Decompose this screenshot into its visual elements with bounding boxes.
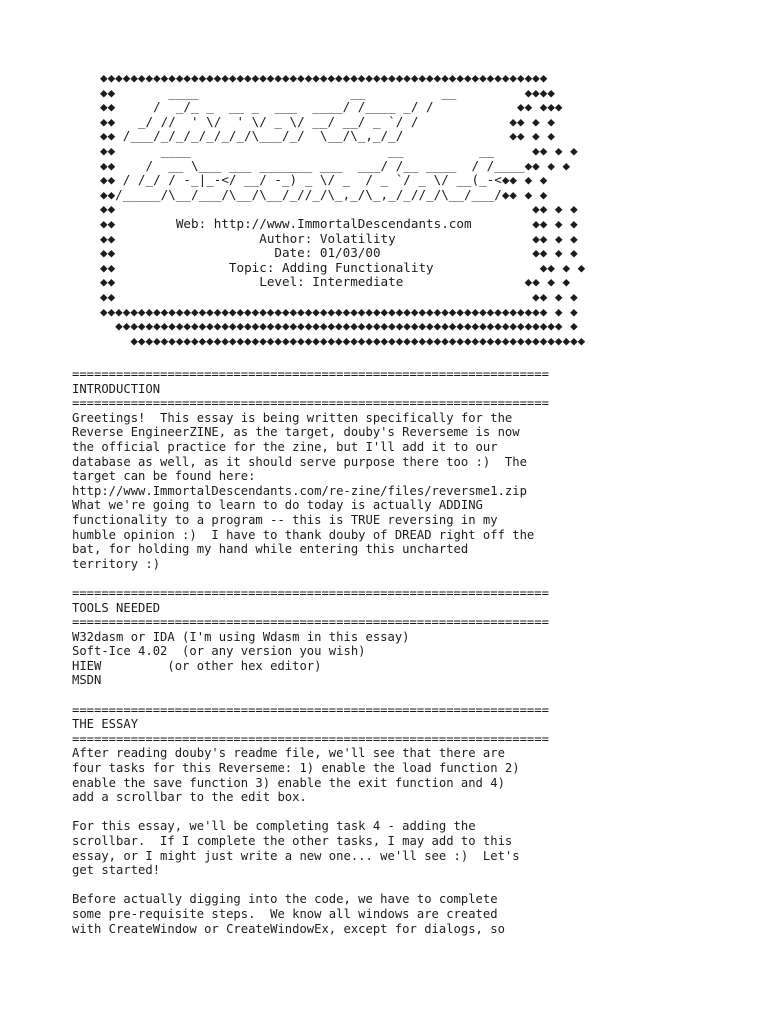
essay-line: Before actually digging into the code, we have to complete [72,892,498,907]
intro-line: functionality to a program -- this is TRUE reversing in my [72,512,498,527]
banner-art-line: ◆◆ ____ __ __ ◆◆◆◆ [100,84,555,100]
banner-footer-line: ◆◆ ◆◆ ◆ ◆ [100,288,578,304]
tools-line: HIEW (or other hex editor) [72,658,322,673]
intro-line: database as well, as it should serve purpose there too :) The [72,454,527,469]
banner-art-line: ◆◆ / __ \___ ___ _______ ___ ___/ /__ ____ / /____◆◆ ◆ ◆ [100,157,571,173]
banner-level: Level: Intermediate [259,274,404,290]
banner-art-line: ◆◆ /___/_/_/_/_/_/_/\___/_/ \__/\_,_/_/ ◆◆ ◆ ◆ [100,128,555,144]
intro-line: the official practice for the zine, but I'll add it to our [72,439,498,454]
banner-art-line: ◆◆ _/ // ' \/ ' \/ _ \/ __/ __/ _ `/ / ◆◆ ◆ ◆ [100,113,555,129]
section-separator: ================================================================= [72,585,549,600]
essay-line: scrollbar. If I complete the other tasks, I may add to this [72,834,513,848]
essay-line: For this essay, we'll be completing task 4 - adding the [72,819,476,834]
banner-art-line: ◆◆◆◆◆◆◆◆◆◆◆◆◆◆◆◆◆◆◆◆◆◆◆◆◆◆◆◆◆◆◆◆◆◆◆◆◆◆◆◆◆◆◆◆◆◆◆◆◆◆◆◆◆◆◆◆◆◆◆ [100,70,548,85]
document-body [72,367,549,936]
heading-tools-needed: TOOLS NEEDED [72,600,161,615]
banner-footer-line: ◆◆◆◆◆◆◆◆◆◆◆◆◆◆◆◆◆◆◆◆◆◆◆◆◆◆◆◆◆◆◆◆◆◆◆◆◆◆◆◆◆◆◆◆◆◆◆◆◆◆◆◆◆◆◆◆◆◆◆◆ [100,332,586,348]
intro-link-text: http://www.ImmortalDescendants.com/re-zine/files/reversme1.zip [72,483,527,498]
essay-line: four tasks for this Reverseme: 1) enable the load function 2) [72,761,520,776]
banner-art-line: ◆◆ / /_/ / -_|_-</ __/ -_) _ \/ _ / _ `/ _ \/ __(_-<◆◆ ◆ ◆ [100,172,548,188]
section-separator: ================================================================= [72,396,549,411]
essay-line: essay, or I might just write a new one... we'll see :) Let's [72,848,520,863]
intro-line: bat, for holding my hand while entering this uncharted [72,542,469,557]
tools-line: MSDN [72,673,102,688]
section-separator: ================================================================= [72,731,549,746]
banner-footer-line: ◆◆◆◆◆◆◆◆◆◆◆◆◆◆◆◆◆◆◆◆◆◆◆◆◆◆◆◆◆◆◆◆◆◆◆◆◆◆◆◆◆◆◆◆◆◆◆◆◆◆◆◆◆◆◆◆◆◆◆ ◆ [100,318,578,334]
banner-art-line: ◆◆/_____/\__/___/\__/\__/_//_/\_,_/\_,_/_//_/\__/___/◆◆ ◆ ◆ [100,186,548,202]
essay-line: with CreateWindow or CreateWindowEx, except for dialogs, so [72,921,505,936]
section-separator: ================================================================= [72,367,549,381]
heading-the-essay: THE ESSAY [72,717,139,732]
ascii-banner: ◆◆◆◆◆◆◆◆◆◆◆◆◆◆◆◆◆◆◆◆◆◆◆◆◆◆◆◆◆◆◆◆◆◆◆◆◆◆◆◆◆◆◆◆◆◆◆◆◆◆◆◆◆◆◆◆◆◆◆ ◆◆ ____ __ __ ◆◆◆◆ ◆◆ / _/_ _ __ _ ___ ____/ /____ _/ / ◆◆ ◆◆◆ ◆◆ _/ // ' \/ ' \/ _ \/ __/ __/ _ `/ / ◆◆ ◆ ◆ ◆◆ /___/_/_/_/_/_/_/\___/_/ \__/\_,_/_/ ◆◆ ◆ ◆ ◆◆ ____ __ __ ◆◆ ◆ ◆ ◆◆ / __ \___ ___ _______ ___ ___/ /__ ____ / /____◆◆ ◆ ◆ ◆◆ / /_/ / -_|_-</ __/ -_) _ \/ _ / _ `/ _ \/ __(_-<◆◆ ◆ ◆ ◆◆/_____/\__/___/\__/\__/_//_/\_,_/\_,_/_//_/\__/___/◆◆ ◆ ◆ ◆◆ ◆◆ ◆ ◆ ◆◆ Web: http://www.ImmortalDescendants.com ◆◆ ◆ ◆ ◆◆ Author: Volatility ◆◆ ◆ ◆ ◆◆ Date: 01/03/00 ◆◆ ◆ ◆ ◆◆ Topic: Adding Functionality ◆◆ ◆ ◆ ◆◆ Level: Intermediate ◆◆ ◆ ◆ ◆◆ ◆◆ ◆ ◆ ◆◆◆◆◆◆◆◆◆◆◆◆◆◆◆◆◆◆◆◆◆◆◆◆◆◆◆◆◆◆◆◆◆◆◆◆◆◆◆◆◆◆◆◆◆◆◆◆◆◆◆◆◆◆◆◆◆◆◆ ◆ ◆ ◆◆◆◆◆◆◆◆◆◆◆◆◆◆◆◆◆◆◆◆◆◆◆◆◆◆◆◆◆◆◆◆◆◆◆◆◆◆◆◆◆◆◆◆◆◆◆◆◆◆◆◆◆◆◆◆◆◆◆ ◆ ◆◆◆◆◆◆◆◆◆◆◆◆◆◆◆◆◆◆◆◆◆◆◆◆◆◆◆◆◆◆◆◆◆◆◆◆◆◆◆◆◆◆◆◆◆◆◆◆◆◆◆◆◆◆◆◆◆◆◆◆ [100,70,586,348]
intro-line: target can be found here: [72,469,256,484]
banner-art-line: ◆◆ ____ __ __ ◆◆ ◆ ◆ [100,142,578,158]
banner-web: Web: http://www.ImmortalDescendants.com [175,215,472,231]
essay-line: enable the save function 3) enable the exit function and 4) [72,775,505,790]
section-separator: ================================================================= [72,615,549,630]
banner-footer-line: ◆◆◆◆◆◆◆◆◆◆◆◆◆◆◆◆◆◆◆◆◆◆◆◆◆◆◆◆◆◆◆◆◆◆◆◆◆◆◆◆◆◆◆◆◆◆◆◆◆◆◆◆◆◆◆◆◆◆◆ ◆ ◆ [100,303,578,319]
intro-line: What we're going to learn to do today is actually ADDING [72,498,483,513]
banner-art-line: ◆◆ / _/_ _ __ _ ___ ____/ /____ _/ / ◆◆ ◆◆◆ [100,99,563,115]
essay-line: After reading douby's readme file, we'll see that there are [72,746,505,761]
intro-line: Reverse EngineerZINE, as the target, douby's Reverseme is now [72,425,520,440]
intro-line: territory :) [72,556,161,571]
essay-line: add a scrollbar to the edit box. [72,790,307,805]
banner-date: Date: 01/03/00 [274,245,381,261]
essay-line: get started! [72,863,161,878]
banner-art-line: ◆◆ ◆◆ ◆ ◆ [100,201,578,217]
banner-topic: Topic: Adding Functionality [228,259,434,275]
section-separator: ================================================================= [72,702,549,717]
tools-line: W32dasm or IDA (I'm using Wdasm in this essay) [72,629,410,644]
heading-introduction: INTRODUCTION [72,381,161,396]
intro-line: Greetings! This essay is being written specifically for the [72,410,513,425]
banner-author: Author: Volatility [259,230,396,246]
tools-line: Soft-Ice 4.02 (or any version you wish) [72,644,366,659]
essay-line: some pre-requisite steps. We know all windows are created [72,906,498,921]
intro-line: humble opinion :) I have to thank douby of DREAD right off the [72,527,535,542]
